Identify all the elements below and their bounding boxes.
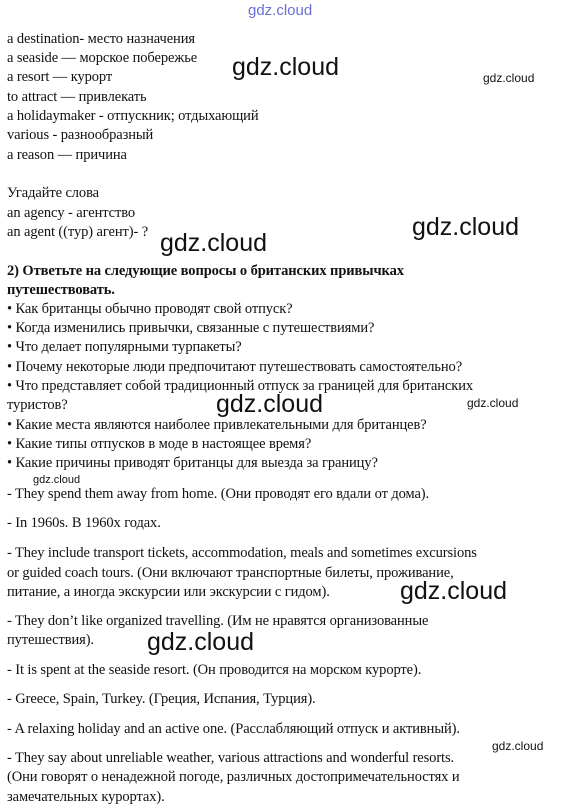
answer-line-cont: or guided coach tours. (Они включают транспортные билеты, проживание, — [7, 565, 454, 581]
answer-line: - In 1960s. В 1960х годах. — [7, 515, 161, 531]
watermark: gdz.cloud — [216, 390, 324, 418]
watermark: gdz.cloud — [400, 577, 508, 605]
vocab-line-holidaymaker: a holidaymaker - отпускник; отдыхающий — [7, 108, 259, 124]
watermark: gdz.cloud — [160, 229, 268, 257]
answer-line-cont: замечательных курортах). — [7, 789, 165, 805]
question-item: • Что представляет собой традиционный отпуск за границей для британских — [7, 378, 473, 394]
question-item: • Какие места являются наиболее привлекательными для британцев? — [7, 417, 427, 433]
guess-heading: Угадайте слова — [7, 185, 99, 201]
answer-line: - A relaxing holiday and an active one. (Расслабляющий отпуск и активный). — [7, 721, 460, 737]
answer-line-cont: (Они говорят о ненадежной погоде, различных достопримечательностях и — [7, 769, 460, 785]
question-item: • Как британцы обычно проводят свой отпуск? — [7, 301, 293, 317]
question-item-cont: туристов? — [7, 397, 68, 413]
watermark: gdz.cloud — [412, 213, 520, 241]
answer-line: - They don’t like organized travelling. (Им не нравятся организованные — [7, 613, 429, 629]
task-title-cont: путешествовать. — [7, 282, 115, 298]
watermark-top: gdz.cloud — [248, 2, 313, 19]
question-item: • Какие типы отпусков в моде в настоящее время? — [7, 436, 312, 452]
answer-line: - They say about unreliable weather, various attractions and wonderful resorts. — [7, 750, 455, 766]
task-title: 2) Ответьте на следующие вопросы о британских привычках — [7, 263, 404, 279]
vocab-line-attract: to attract — привлекать — [7, 89, 147, 105]
watermark: gdz.cloud — [492, 739, 544, 753]
watermark: gdz.cloud — [33, 474, 81, 486]
answer-line-cont: питание, а иногда экскурсии или экскурсии с гидом). — [7, 584, 330, 600]
question-item: • Когда изменились привычки, связанные с путешествиями? — [7, 320, 375, 336]
watermark: gdz.cloud — [467, 396, 519, 410]
question-item: • Что делает популярными турпакеты? — [7, 339, 242, 355]
question-item: • Какие причины приводят британцы для выезда за границу? — [7, 455, 378, 471]
vocab-line-destination: a destination- место назначения — [7, 31, 195, 47]
question-item: • Почему некоторые люди предпочитают путешествовать самостоятельно? — [7, 359, 463, 375]
vocab-line-reason: a reason — причина — [7, 147, 127, 163]
vocab-line-various: various - разнообразный — [7, 127, 154, 143]
watermark: gdz.cloud — [483, 71, 535, 85]
vocab-line-seaside: a seaside — морское побережье — [7, 50, 198, 66]
answer-line: - It is spent at the seaside resort. (Он проводится на морском курорте). — [7, 662, 422, 678]
answer-line-cont: путешествия). — [7, 632, 94, 648]
answer-line: - Greece, Spain, Turkey. (Греция, Испания, Турция). — [7, 691, 316, 707]
answer-line: - They include transport tickets, accommodation, meals and sometimes excursions — [7, 545, 477, 561]
watermark: gdz.cloud — [147, 628, 255, 656]
vocab-line-resort: a resort — курорт — [7, 69, 113, 85]
guess-item-agency: an agency - агентство — [7, 205, 136, 221]
watermark: gdz.cloud — [232, 53, 340, 81]
guess-item-agent: an agent ((тур) агент)- ? — [7, 224, 149, 240]
answer-line: - They spend them away from home. (Они проводят его вдали от дома). — [7, 486, 430, 502]
